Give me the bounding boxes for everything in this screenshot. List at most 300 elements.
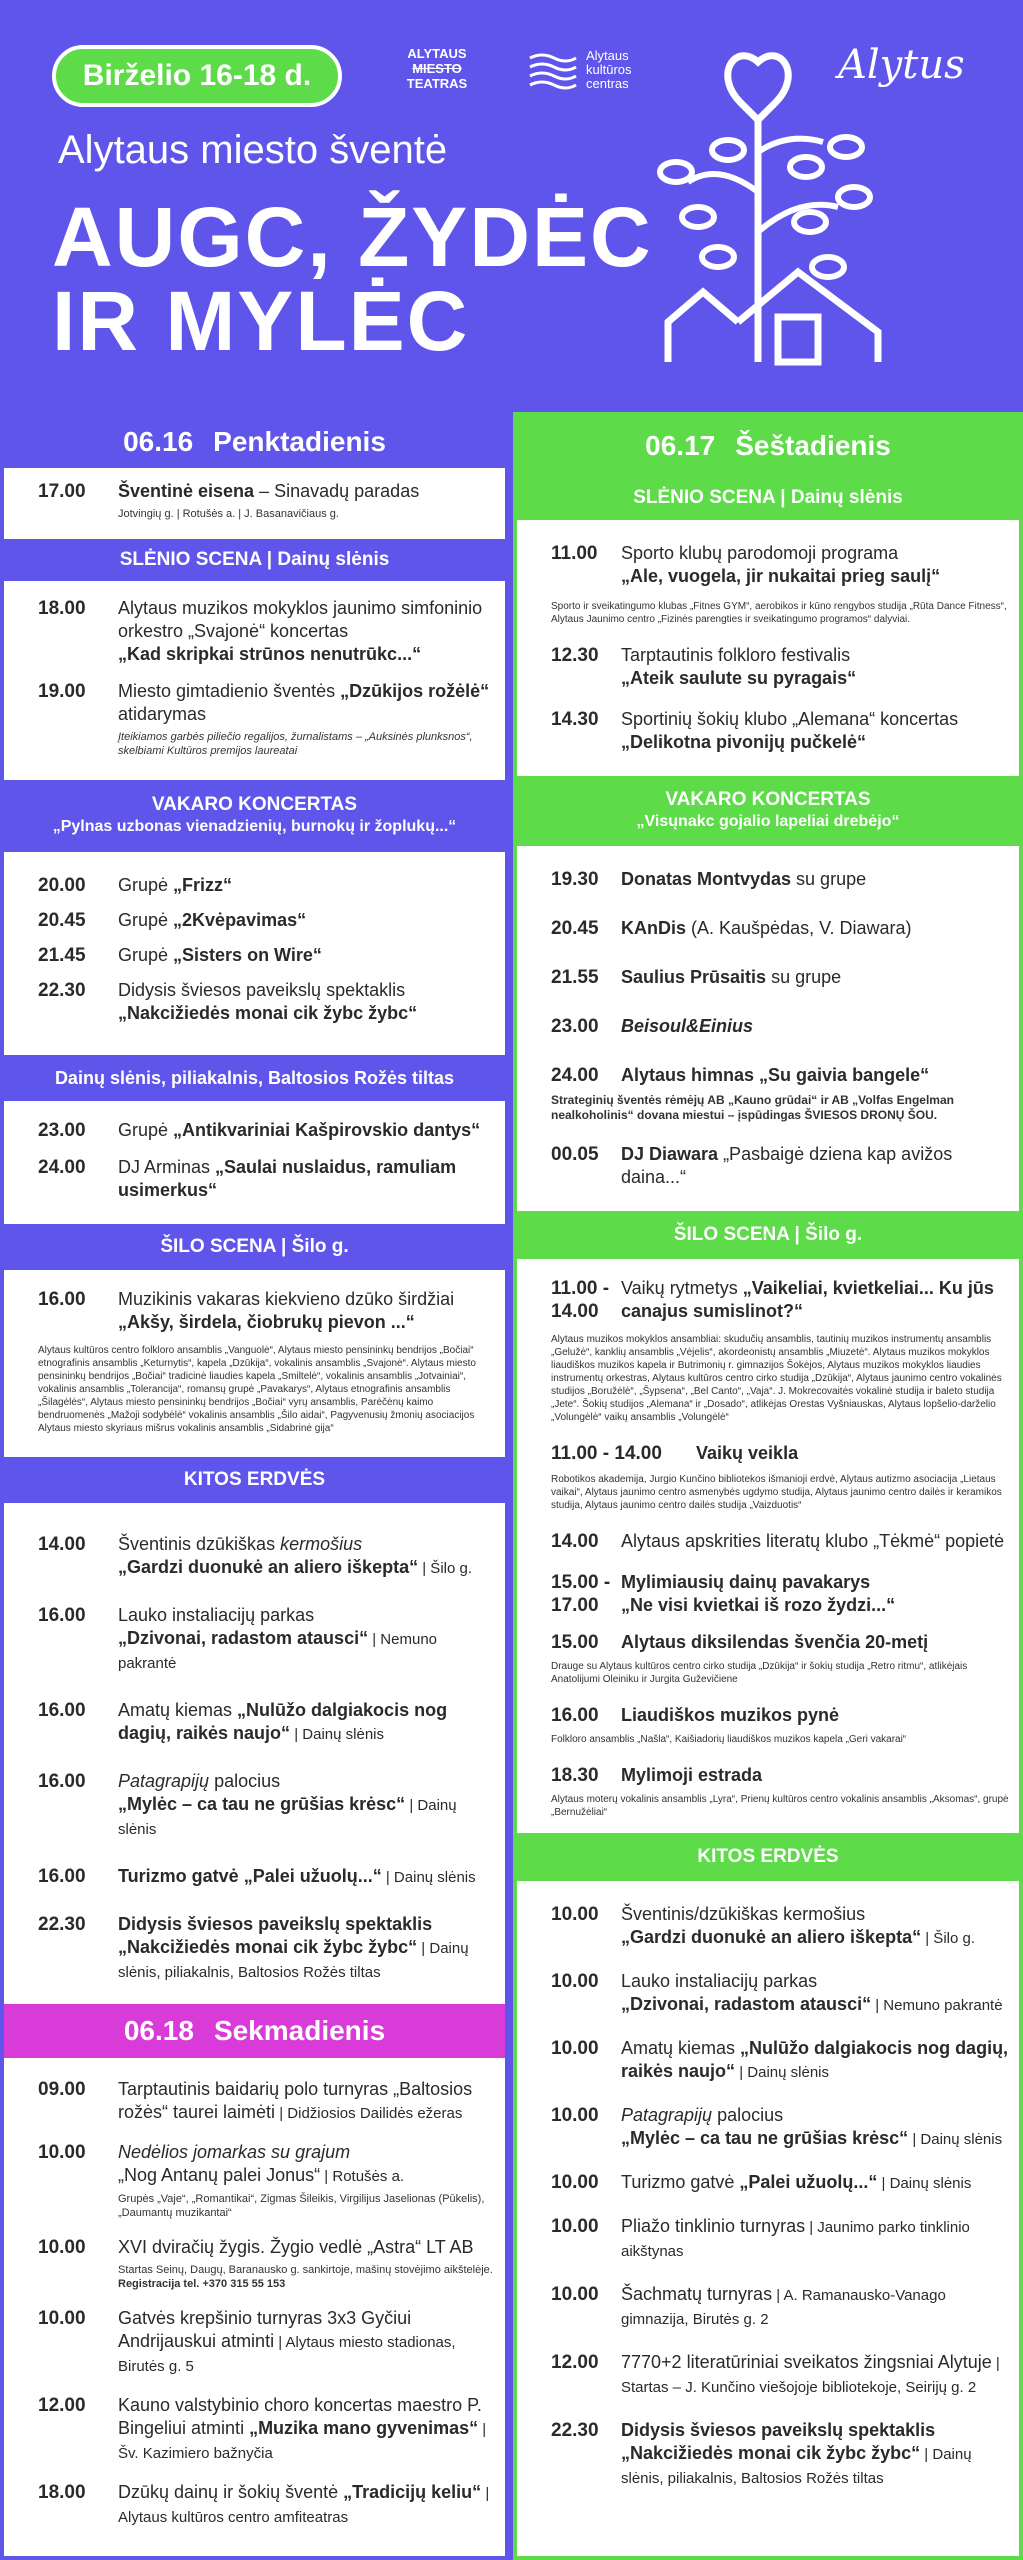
event-item — [517, 2419, 1019, 2490]
event-text: Kauno valstybinio choro koncertas maestro P. Bingeliui atminti — [118, 2395, 482, 2438]
event-title: Didysis šviesos paveikslų spektaklis „Nakcižiedės monai cik žybc žybc“ — [621, 2420, 936, 2463]
event-note-row — [517, 1656, 1019, 1686]
event-item — [4, 1156, 505, 1202]
header — [0, 0, 1023, 412]
event-time: 14.30 — [551, 709, 599, 730]
event-time: 10.00 — [551, 2105, 599, 2126]
event-body — [118, 874, 497, 897]
event-location: | Šilo g. — [921, 1930, 975, 1947]
event-location: | Dainų slėnis, piliakalnis, Baltosios Rožės tiltas — [621, 2446, 972, 2487]
event-time: 16.00 — [38, 1771, 86, 1792]
event-body — [621, 1970, 1011, 2017]
event-item — [4, 2078, 505, 2125]
event-text: atidarymas — [118, 704, 207, 724]
event-item — [517, 1571, 1019, 1617]
event-body — [118, 2394, 497, 2465]
section-band — [4, 780, 505, 852]
event-body — [621, 1631, 1011, 1654]
band-title: ŠILO SCENA | Šilo g. — [160, 1236, 349, 1257]
event-text: Sporto klubų parodomoji programa — [621, 543, 899, 563]
event-location: | Startas – J. Kunčino viešojoje bibliotekoje, Seirijų g. 2 — [621, 2355, 1000, 2396]
event-time: 20.00 — [38, 875, 86, 896]
event-note: Startas Seinų, Daugų, Baranausko g. sankirtoje, mašinų stovėjimo aikštelėje. — [118, 2264, 493, 2276]
event-title: DJ Diawara — [621, 1144, 719, 1164]
event-body — [621, 708, 1011, 754]
event-text: Lauko instaliacijų parkas — [621, 1971, 818, 1991]
event-body — [118, 1604, 497, 1675]
event-body — [118, 1119, 497, 1142]
band-title: Dainų slėnis, piliakalnis, Baltosios Rožės tiltas — [54, 1068, 455, 1088]
event-text: Šachmatų turnyras — [621, 2284, 773, 2304]
event-title: Saulius Prūsaitis — [621, 967, 767, 987]
event-title: „Mylėc – ca tau ne grūšias krėsc“ — [118, 1794, 406, 1814]
event-body — [118, 1770, 497, 1841]
event-text: Tarptautinis folkloro festivalis — [621, 645, 851, 665]
event-time: 11.00 — [551, 543, 598, 564]
event-text: – Sinavadų paradas — [254, 481, 420, 501]
event-text: XVI dviračių žygis. Žygio vedlė „Astra“ LT AB — [118, 2237, 474, 2257]
event-text-italic: kermošius — [280, 1534, 363, 1554]
event-item — [517, 966, 1019, 989]
teatras-logo-line: ALYTAUS — [407, 46, 467, 61]
event-time: 14.00 — [551, 1531, 599, 1552]
event-item — [4, 1604, 505, 1675]
event-text: Grupė — [118, 875, 174, 895]
event-time: 16.00 — [551, 1705, 599, 1726]
event-title: „Dzūkijos rožėlė“ — [340, 681, 490, 701]
event-title: Alytaus diksilendas švenčia 20-metį — [621, 1632, 929, 1652]
event-body — [621, 1143, 1011, 1189]
event-item — [4, 597, 505, 666]
event-item — [4, 909, 505, 932]
event-title: „Akšy, širdela, čiobrukų pievon ...“ — [118, 1312, 415, 1332]
day-header-0618 — [4, 2004, 505, 2058]
event-location: | Jaunimo parko tinklinio aikštynas — [621, 2219, 970, 2260]
event-title: „Dzivonai, radastom atausci“ — [621, 1994, 872, 2014]
waves-icon — [528, 50, 578, 90]
event-location: | Nemuno pakrantė — [871, 1997, 1003, 2014]
event-title: „Gardzi duonukė an aliero iškepta“ — [118, 1557, 419, 1577]
event-body — [118, 2307, 497, 2378]
event-location: | Dainų slėnis — [290, 1726, 384, 1743]
event-time: 12.30 — [551, 645, 599, 666]
event-title: „Delikotna pivonijų pučkelė“ — [621, 732, 867, 752]
event-subtitle: Alytaus miesto šventė — [58, 128, 448, 172]
event-text: Alytaus apskrities literatų klubo „Tėkmė“ popietė — [621, 1531, 1005, 1551]
section-band — [517, 1211, 1019, 1259]
event-time: 24.00 — [551, 1065, 599, 1086]
event-title: KAnDis — [621, 918, 687, 938]
event-text: Alytaus muzikos mokyklos jaunimo simfoninio orkestro „Svajonė“ koncertas — [118, 598, 483, 641]
event-time: 10.00 — [38, 2308, 86, 2329]
band-title: ŠILO SCENA | Šilo g. — [673, 1224, 863, 1245]
day-date: 06.18 — [123, 2015, 194, 2046]
event-title: „Kad skripkai strūnos nenutrūkc...“ — [118, 644, 422, 664]
event-item — [4, 2307, 505, 2378]
event-time: 10.00 — [551, 2038, 599, 2059]
event-location: | Dainų slėnis — [908, 2131, 1003, 2148]
section-band — [4, 1055, 505, 1101]
event-body — [118, 680, 497, 758]
event-time: 10.00 — [551, 2172, 599, 2193]
event-note: Sporto ir sveikatingumo klubas „Fitnes GYM“, aerobikos ir kūno rengybos studija „Rūta Dance Fitness“, Alytaus Jaunimo centro „Fizinės parengties ir sveikatingumo programos“ dalyviai. — [551, 601, 1007, 625]
day-date: 06.17 — [645, 430, 716, 461]
event-text: Lauko instaliacijų parkas — [118, 1605, 315, 1625]
sekmadienis-section — [4, 2058, 505, 2551]
event-title: „Gardzi duonukė an aliero iškepta“ — [621, 1927, 922, 1947]
vakaro-section — [4, 852, 505, 1055]
teatras-logo — [402, 46, 472, 91]
event-body — [621, 2283, 1011, 2331]
event-item — [4, 1865, 505, 1889]
day-header-0617 — [517, 416, 1019, 476]
event-time: 21.55 — [551, 967, 599, 988]
event-item — [517, 1277, 1019, 1323]
event-location: | Šv. Kazimiero bažnyčia — [118, 2421, 487, 2462]
event-time: 16.00 — [38, 1700, 86, 1721]
event-location: | Dainų slėnis — [735, 2064, 829, 2081]
event-body — [118, 1913, 497, 1984]
event-title: „Dzivonai, radastom atausci“ — [118, 1628, 369, 1648]
centras-logo-line: Alytaus — [586, 48, 629, 63]
event-title: „Mylėc – ca tau ne grūšias krėsc“ — [621, 2128, 909, 2148]
event-text: 7770+2 literatūriniai sveikatos žingsniai Alytuje — [621, 2352, 992, 2372]
event-item — [517, 2283, 1019, 2331]
event-title: „Palei užuolų...“ — [739, 2172, 878, 2192]
left-column — [0, 412, 509, 2560]
event-time: 17.00 — [38, 481, 86, 502]
event-time: 14.00 — [38, 1534, 86, 1555]
event-body — [118, 2236, 497, 2291]
event-time: 10.00 — [551, 2216, 599, 2237]
event-text: Pliažo tinklinio turnyras — [621, 2216, 806, 2236]
event-body — [621, 2037, 1011, 2084]
event-item — [4, 979, 505, 1025]
event-note: Robotikos akademija, Jurgio Kunčino bibliotekos išmanioji erdvė, Alytaus autizmo asociacija „Lietaus vaikai“, Alytaus jaunimo centro asmenybės ugdymo studija, Alytaus jaunimo centro dailės ir keramikos studija, Alytaus jaunimo centro dailės studija „Vaizduotis“ — [551, 1474, 1002, 1511]
event-location: | Šilo g. — [418, 1560, 472, 1577]
event-location: | Rotušės a. — [320, 2168, 405, 2185]
event-time: 21.45 — [38, 945, 86, 966]
event-item — [517, 2215, 1019, 2263]
event-text: palocius — [209, 1771, 281, 1791]
event-title: „Palei užuolų...“ — [243, 1866, 382, 1886]
event-note: Alytaus kultūros centro folkloro ansamblis „Vanguolė“, Alytaus miesto pensininkų bendrijos „Bočiai“ etnografinis ansamblis „Keturnytis“, kapela „Dzūkija“, vokalinis ansamblis „Svajonė“. Alytaus miesto pensininkų bendrijos „Bočiai“ tradicinė liaudies kapela „Smiltelė“, vokalinis ansamblis „Jotvainiai“, vokalinis ansamblis „Tolerancija“, romansų grupė „Pavakarys“, Alytaus etnografinis ansamblis „Šilagėlės“, Alytaus miesto pensininkų bendrijos „Bočiai“ vyrų ansamblis, Parėčėnų kaimo bendruomenės „Mažoji sodybėlė“ vokalinis ansamblis „Šilo aidai“, Pagyvenusių žmonių asociacijos Alytaus miesto skyriaus mišrus vokalinis ansamblis „Sidabrinė gija“ — [38, 1345, 476, 1434]
band-title: SLĖNIO SCENA | Dainų slėnis — [119, 549, 390, 570]
teatras-logo-line: TEATRAS — [406, 76, 468, 91]
event-time: 12.00 — [551, 2352, 599, 2373]
event-item — [4, 2481, 505, 2529]
event-time: 11.00 - 14.00 — [551, 1443, 662, 1464]
event-time: 00.05 — [551, 1144, 599, 1165]
band-title: VAKARO KONCERTAS — [665, 789, 871, 810]
event-title: Mylimiausių dainų pavakarys — [621, 1572, 871, 1592]
event-item — [4, 874, 505, 897]
event-body — [621, 1015, 1011, 1038]
event-title: Beisoul&Einius — [621, 1016, 754, 1036]
event-time: 16.00 — [38, 1866, 86, 1887]
event-text: palocius — [712, 2105, 784, 2125]
event-body — [118, 2481, 497, 2529]
event-item — [517, 1903, 1019, 1950]
event-title: Didysis šviesos paveikslų spektaklis „Nakcižiedės monai cik žybc žybc“ — [118, 1914, 433, 1957]
event-item — [4, 1533, 505, 1580]
event-time: 12.00 — [38, 2395, 86, 2416]
event-body — [118, 1699, 497, 1746]
event-body — [118, 2078, 497, 2125]
event-time: 20.45 — [38, 910, 86, 931]
event-text: Amatų kiemas — [118, 1700, 238, 1720]
event-body — [621, 1764, 1011, 1787]
event-text: „Pasbaigė dziena kap avižos daina...“ — [621, 1144, 953, 1187]
event-title — [52, 190, 653, 368]
event-text: Šventinis dzūkiškas — [118, 1534, 281, 1554]
event-item — [4, 680, 505, 758]
event-text: Didysis šviesos paveikslų spektaklis — [118, 980, 406, 1000]
band-title: VAKARO KONCERTAS — [151, 794, 358, 815]
event-text: Grupė — [118, 945, 174, 965]
day-weekday: Penktadienis — [213, 426, 386, 457]
event-location: | Nemuno pakrantė — [118, 1631, 438, 1672]
event-text: Grupė — [118, 910, 174, 930]
event-body — [118, 1865, 497, 1889]
event-title: „Nakcižiedės monai cik žybc žybc“ — [118, 1003, 418, 1023]
event-location: | Alytaus miesto stadionas, Birutės g. 5 — [118, 2334, 456, 2375]
tree-house-icon — [628, 32, 898, 382]
event-title: Mylimoji estrada — [621, 1765, 763, 1785]
event-body — [118, 1288, 497, 1334]
band-subtitle: „Pylnas uzbonas vienadzienių, burnokų ir žoplukų...“ — [52, 818, 457, 835]
event-body — [621, 868, 1011, 891]
event-item — [517, 1442, 1019, 1465]
event-text: Tarptautinis baidarių polo turnyras „Baltosios rožės“ taurei laimėti — [118, 2079, 473, 2122]
event-title: Liaudiškos muzikos pynė — [621, 1705, 840, 1725]
event-item — [517, 2171, 1019, 2195]
event-location: | Alytaus kultūros centro amfiteatras — [118, 2485, 490, 2526]
event-title: „Frizz“ — [173, 875, 233, 895]
event-text-italic: Nedėlios jomarkas su grajum — [118, 2142, 351, 2162]
event-time: 16.00 — [38, 1289, 86, 1310]
event-item — [4, 1699, 505, 1746]
event-time: 19.00 — [38, 681, 86, 702]
event-note-row — [517, 1089, 1019, 1123]
event-note-row — [517, 596, 1019, 626]
event-title: „Saulai nuslaidus, ramuliam usimerkus“ — [118, 1157, 457, 1200]
event-item — [517, 2351, 1019, 2399]
event-item — [517, 1764, 1019, 1787]
event-text-italic: Patagrapijų — [118, 1771, 210, 1791]
event-text: DJ Arminas — [118, 1157, 216, 1177]
event-body — [118, 909, 497, 932]
event-time: 15.00 — [551, 1632, 599, 1653]
event-text: su grupe — [766, 967, 842, 987]
event-time: 09.00 — [38, 2079, 86, 2100]
kitos-section — [517, 1881, 1019, 2512]
day-header-0616 — [4, 416, 505, 468]
event-text: „Nog Antanų palei Jonus“ — [118, 2165, 321, 2185]
event-time: 18.00 — [38, 2482, 86, 2503]
event-title: „Sisters on Wire“ — [173, 945, 322, 965]
band-title: KITOS ERDVĖS — [697, 1846, 839, 1867]
event-body — [621, 917, 1011, 940]
event-body — [621, 1064, 1011, 1087]
event-title: „Tradicijų keliu“ — [343, 2482, 482, 2502]
event-time: 10.00 — [551, 1904, 599, 1925]
event-time: 22.30 — [551, 2420, 599, 2441]
event-item — [4, 1913, 505, 1984]
event-note: Folkloro ansamblis „Našla“, Kaišiadorių liaudiškos muzikos kapela „Geri vakarai“ — [551, 1734, 907, 1745]
event-text: Miesto gimtadienio šventės — [118, 681, 341, 701]
event-title: Donatas Montvydas — [621, 869, 792, 889]
event-note-row — [4, 1340, 505, 1435]
centras-logo-line: kultūros — [586, 62, 632, 77]
event-item — [517, 1064, 1019, 1087]
event-note-row — [517, 1329, 1019, 1424]
event-time: 23.00 — [38, 1120, 86, 1141]
event-location: | Dainų slėnis, piliakalnis, Baltosios Rožės tiltas — [118, 1940, 469, 1981]
event-body — [621, 2351, 1011, 2399]
band-subtitle: „Visųnakc gojalio lapeliai drebėjo“ — [636, 813, 900, 830]
event-item — [517, 644, 1019, 690]
event-title: „Nulūžo dalgiakocis nog dagių, raikės naujo“ — [118, 1700, 448, 1743]
event-location: | Didžiosios Dailidės ežeras — [275, 2105, 463, 2122]
event-body — [621, 542, 1011, 588]
event-body — [621, 1903, 1011, 1950]
event-time: 10.00 — [551, 1971, 599, 1992]
event-time: 15.00 - 17.00 — [551, 1572, 611, 1616]
vakaro-section — [517, 846, 1019, 1211]
event-title: Vaikų veikla — [696, 1443, 799, 1463]
day-weekday: Sekmadienis — [213, 2015, 386, 2046]
section-band — [517, 1833, 1019, 1881]
event-text: (A. Kaušpėdas, V. Diawara) — [686, 918, 912, 938]
right-column — [513, 412, 1023, 2560]
event-title: „Ne visi kvietkai iš rozo žydzi...“ — [621, 1595, 896, 1615]
event-time: 20.45 — [551, 918, 599, 939]
event-time: 10.00 — [38, 2142, 86, 2163]
event-item — [517, 1631, 1019, 1654]
event-body — [696, 1442, 1011, 1465]
event-body — [118, 2141, 497, 2220]
event-body — [118, 944, 497, 967]
event-item — [517, 868, 1019, 891]
event-item — [4, 1288, 505, 1334]
event-item — [4, 1770, 505, 1841]
event-title: Alytaus himnas „Su gaivia bangele“ — [621, 1065, 930, 1085]
event-item — [517, 708, 1019, 754]
event-item — [517, 1143, 1019, 1189]
event-body — [621, 1704, 1011, 1727]
event-body — [118, 480, 497, 521]
event-title: „Nulūžo dalgiakocis nog dagių, raikės naujo“ — [621, 2038, 1009, 2081]
event-location: | Dainų slėnis — [381, 1869, 476, 1886]
event-item — [4, 2141, 505, 2220]
title-line: AUGC, ŽYDĖC — [52, 190, 653, 284]
event-time: 18.30 — [551, 1765, 599, 1786]
section-band — [4, 1457, 505, 1503]
section-band — [4, 1224, 505, 1270]
day-date: 06.16 — [123, 426, 194, 457]
event-title: Šventinė eisena — [118, 481, 255, 501]
event-note: Alytaus moterų vokalinis ansamblis „Lyra“, Prienų kultūros centro vokalinis ansamblis „Aksomas“, grupė „Bernužėliai“ — [551, 1794, 1009, 1818]
event-body — [118, 1156, 497, 1202]
section-band — [517, 776, 1019, 846]
event-item — [4, 1119, 505, 1142]
event-title: „2Kvėpavimas“ — [173, 910, 307, 930]
event-time: 10.00 — [551, 2284, 599, 2305]
event-note-row — [517, 1469, 1019, 1512]
band-title: KITOS ERDVĖS — [183, 1469, 326, 1490]
alytus-logo: Alytus — [838, 42, 965, 88]
event-time: 22.30 — [38, 980, 86, 1001]
event-body — [621, 1571, 1011, 1617]
event-time: 22.30 — [38, 1914, 86, 1935]
event-item — [517, 917, 1019, 940]
event-item — [4, 944, 505, 967]
kitos-section — [4, 1503, 505, 2004]
silo-section — [517, 1259, 1019, 1833]
event-note: Grupės „Vaje“, „Romantikai“, Zigmas Šileikis, Virgilijus Jaselionas (Pūkelis), „Daumantų muzikantai“ — [118, 2193, 485, 2219]
parade-section — [4, 468, 505, 539]
event-text-italic: Patagrapijų — [621, 2105, 713, 2125]
event-note-row — [517, 1729, 1019, 1746]
event-title: „Ateik saulute su pyragais“ — [621, 668, 857, 688]
section-band — [517, 476, 1019, 520]
event-item — [517, 2104, 1019, 2151]
event-body — [118, 979, 497, 1025]
event-text: Amatų kiemas — [621, 2038, 741, 2058]
teatras-logo-line: MIESTO — [412, 61, 462, 76]
event-note: Registracija tel. +370 315 55 153 — [118, 2278, 286, 2290]
event-item — [517, 1530, 1019, 1553]
title-line: IR MYLĖC — [52, 274, 470, 368]
event-item — [4, 480, 505, 521]
event-item — [4, 2236, 505, 2291]
silo-section — [4, 1270, 505, 1457]
event-note: Strateginių šventės rėmėjų AB „Kauno grūdai“ ir AB „Volfas Engelman nealkoholinis“ dovana miestui – įspūdingas ŠVIESOS DRONŲ ŠOU. — [551, 1093, 954, 1122]
event-item — [517, 1704, 1019, 1727]
event-location: | A. Ramanausko-Vanago gimnazija, Birutės g. 2 — [621, 2287, 946, 2328]
event-text: Sportinių šokių klubo „Alemana“ koncertas — [621, 709, 959, 729]
event-item — [517, 2037, 1019, 2084]
event-body — [621, 2171, 1011, 2195]
event-time: 19.30 — [551, 869, 599, 890]
event-title: „Antikvariniai Kašpirovskio dantys“ — [173, 1120, 481, 1140]
band-title: SLĖNIO SCENA | Dainų slėnis — [633, 487, 903, 508]
event-body — [621, 2419, 1011, 2490]
event-text: Gatvės krepšinio turnyras 3x3 Gyčiui Andrijauskui atminti — [118, 2308, 412, 2351]
event-location: | Dainų slėnis — [877, 2175, 972, 2192]
centras-logo-text — [586, 49, 632, 91]
event-item — [517, 542, 1019, 588]
event-body — [621, 1277, 1011, 1323]
event-body — [621, 2215, 1011, 2263]
event-item — [517, 1970, 1019, 2017]
event-time: 16.00 — [38, 1605, 86, 1626]
event-text: su grupe — [791, 869, 867, 889]
date-badge: Birželio 16-18 d. — [52, 45, 342, 107]
event-body — [118, 1533, 497, 1580]
event-text: Turizmo gatvė — [118, 1866, 244, 1886]
event-time: 10.00 — [38, 2237, 86, 2258]
event-body — [621, 2104, 1011, 2151]
event-time: 24.00 — [38, 1157, 86, 1178]
section-band — [4, 539, 505, 581]
event-text: Turizmo gatvė — [621, 2172, 740, 2192]
event-time: 11.00 - 14.00 — [551, 1278, 610, 1322]
event-text: Muzikinis vakaras kiekvieno dzūko širdžiai — [118, 1289, 455, 1309]
day-weekday: Šeštadienis — [735, 430, 891, 461]
event-note: Drauge su Alytaus kultūros centro cirko studija „Dzūkija“ ir šokių studija „Retro ritmu“, atlikėjais Anatolijumi Oleiniku ir Jurgita Guževičiene — [551, 1661, 968, 1685]
